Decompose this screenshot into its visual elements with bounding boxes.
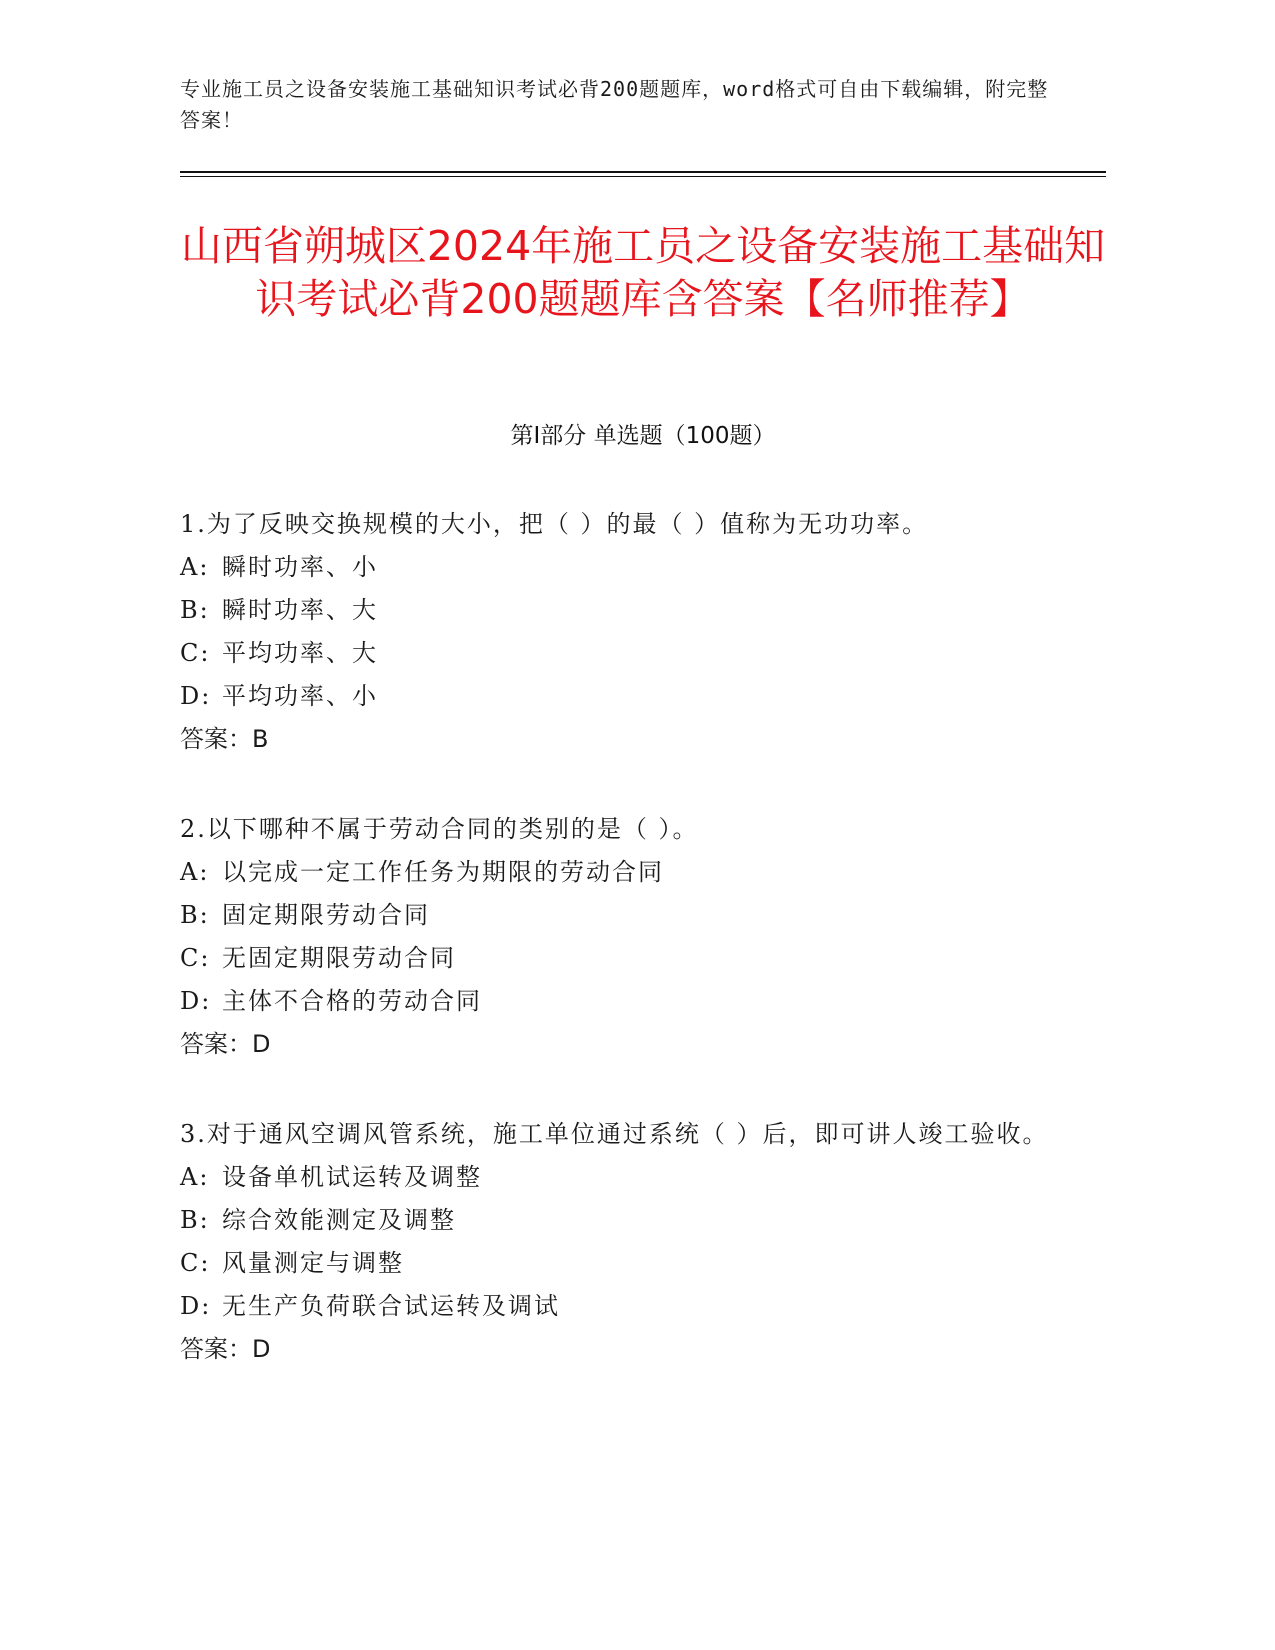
option-text: 综合效能测定及调整 [222,1206,456,1234]
header-divider-thick [180,171,1106,173]
option-letter: B: [180,1206,210,1234]
option-text: 平均功率、小 [222,682,378,710]
header-divider-thin [180,176,1106,177]
header-note: 专业施工员之设备安装施工基础知识考试必背200题题库，word格式可自由下载编辑，附完整答案！ [180,77,1049,132]
option-c [180,937,1060,980]
question-stem: 1.为了反映交换规模的大小，把（ ）的最（ ）值称为无功功率。 [180,510,929,538]
option-text: 平均功率、大 [222,639,378,667]
option-c [180,1242,1060,1285]
answer-line: 答案：B [180,725,269,753]
option-text: 固定期限劳动合同 [222,901,430,929]
answer-line: 答案：D [180,1335,271,1363]
option-b [180,894,1060,937]
option-text: 以完成一定工作任务为期限的劳动合同 [222,858,664,886]
option-text: 无生产负荷联合试运转及调试 [222,1292,560,1320]
question-stem: 3.对于通风空调风管系统，施工单位通过系统（ ）后，即可讲人竣工验收。 [180,1120,1049,1148]
option-text: 主体不合格的劳动合同 [222,987,482,1015]
question-block-3 [180,1113,1060,1371]
option-letter: A: [180,1163,210,1191]
section-heading: 第I部分 单选题（100题） [510,423,776,449]
option-b [180,589,1060,632]
option-letter: C: [180,944,211,972]
option-a [180,546,1060,589]
option-letter: B: [180,901,210,929]
option-letter: D: [180,987,212,1015]
option-c [180,632,1060,675]
option-letter: A: [180,553,210,581]
option-letter: C: [180,1249,211,1277]
answer-line: 答案：D [180,1030,271,1058]
option-text: 无固定期限劳动合同 [222,944,456,972]
option-letter: B: [180,596,210,624]
option-d [180,980,1060,1023]
question-block-1 [180,503,1060,761]
option-letter: D: [180,1292,212,1320]
option-text: 设备单机试运转及调整 [222,1163,482,1191]
option-b [180,1199,1060,1242]
option-letter: A: [180,858,210,886]
option-a [180,1156,1060,1199]
option-letter: D: [180,682,212,710]
option-text: 瞬时功率、小 [222,553,378,581]
option-d [180,1285,1060,1328]
question-stem: 2.以下哪种不属于劳动合同的类别的是（ ）。 [180,815,699,843]
option-text: 风量测定与调整 [222,1249,404,1277]
option-text: 瞬时功率、大 [222,596,378,624]
option-letter: C: [180,639,211,667]
question-block-2 [180,808,1060,1066]
document-title: 山西省朔城区2024年施工员之设备安装施工基础知识考试必背200题题库含答案【名师推荐】 [180,222,1106,323]
option-a [180,851,1060,894]
option-d [180,675,1060,718]
